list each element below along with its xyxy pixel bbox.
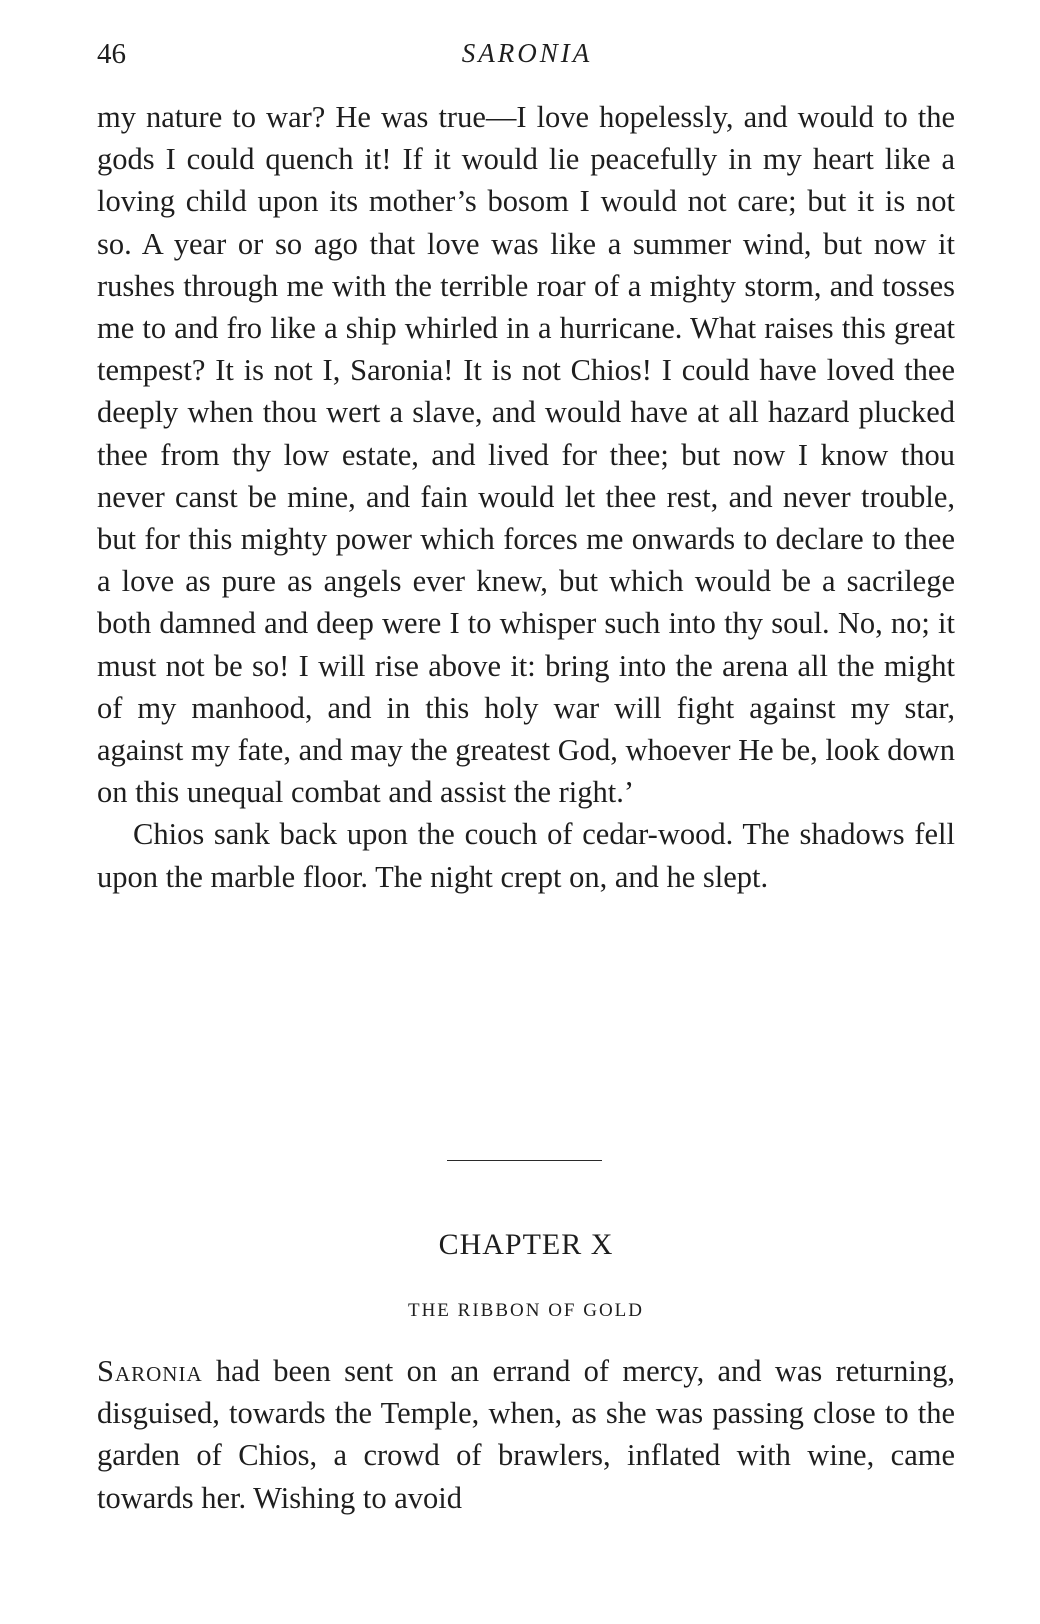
running-head — [97, 38, 957, 78]
chapter-first-word: Saronia — [97, 1354, 203, 1388]
body-text — [97, 96, 955, 898]
chapter-heading: CHAPTER X — [438, 1228, 614, 1261]
paragraph-2: Chios sank back upon the couch of cedar-wood. The shadows fell upon the marble floor. The night crept on, and he slept. — [97, 817, 955, 894]
page-number: 46 — [97, 38, 126, 70]
paragraph-1: my nature to war? He was true—I love hopelessly, and would to the gods I could quench it! If it would lie peacefully in my heart like a loving child upon its mother’s bosom I would not care; but it is not so. A year or so ago that love was like a summer wind, but now it rushes through me with the terrible roar of a mighty storm, and tosses me to and fro like a ship whirled in a hurricane. What raises this great tempest? It is not I, Saronia! It is not Chios! I could have loved thee deeply when thou wert a slave, and would have at all hazard plucked thee from thy low estate, and lived for thee; but now I know thou never canst be mine, and fain would let thee rest, and never trouble, but for this mighty power which forces me onwards to declare to thee a love as pure as angels ever knew, but which would be a sacrilege both damned and deep were I to whisper such into thy soul. No, no; it must not be so! I will rise above it: bring into the arena all the might of my manhood, and in this holy war will fight against my star, against my fate, and may the greatest God, whoever He be, look down on this unequal combat and assist the right.’ — [97, 100, 955, 810]
chapter-paragraph-rest: had been sent on an errand of mercy, and was returning, disguised, towards the Temple, when, as she was passing close to the garden of Chios, a crowd of brawlers, inflated with wine, came towards her. Wishing to avoid — [97, 1354, 955, 1515]
running-title: SARONIA — [461, 38, 593, 68]
chapter-paragraph-1 — [97, 1350, 955, 1519]
chapter-text — [97, 1350, 955, 1519]
section-divider — [447, 1160, 602, 1161]
chapter-subtitle: THE RIBBON OF GOLD — [407, 1300, 645, 1321]
